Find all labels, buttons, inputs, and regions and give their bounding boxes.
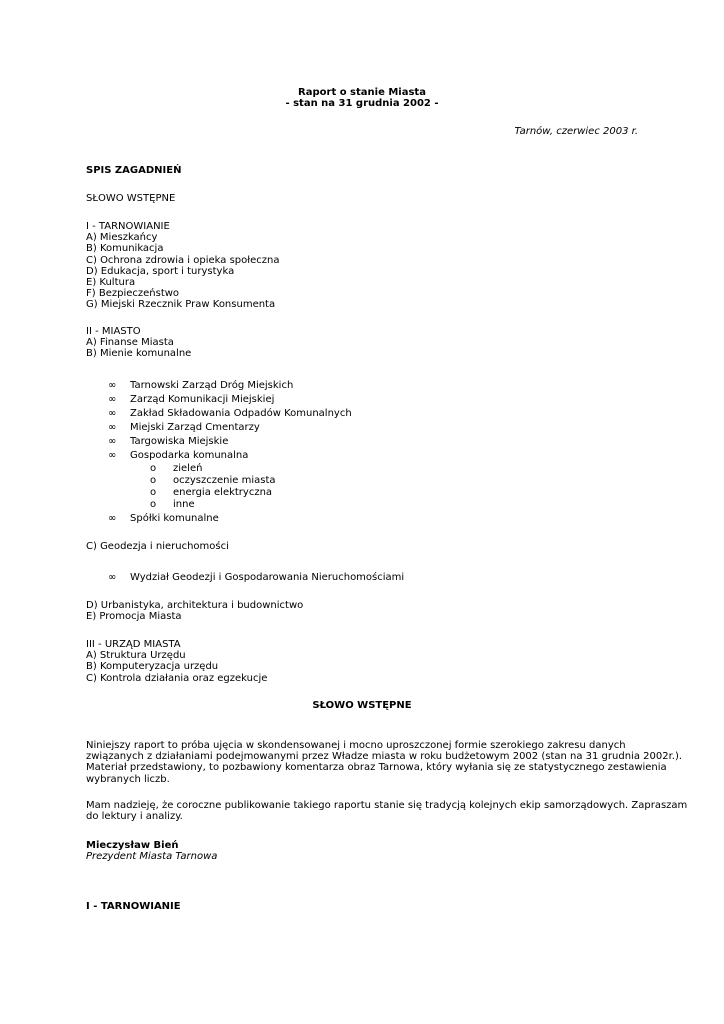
toc-item: B) Mienie komunalne <box>86 348 192 360</box>
toc-item: B) Komunikacja <box>86 243 164 255</box>
infinity-bullet-icon: ∞ <box>108 436 117 447</box>
toc-item: B) Komputeryzacja urzędu <box>86 661 219 673</box>
toc-part3-title: III - URZĄD MIASTA <box>86 639 181 650</box>
list-item: o oczyszczenie miasta <box>150 475 276 486</box>
list-item: ∞ Targowiska Miejskie <box>108 436 229 447</box>
toc-heading: SPIS ZAGADNIEŃ <box>86 165 182 176</box>
toc-part2-title: II - MIASTO <box>86 326 141 337</box>
signature-name: Mieczysław Bień <box>86 840 179 851</box>
toc-item: C) Geodezja i nieruchomości <box>86 541 229 552</box>
report-title: Raport o stanie Miasta <box>298 87 426 98</box>
toc-bullet-list-b <box>86 513 638 527</box>
infinity-bullet-icon: ∞ <box>108 380 117 391</box>
infinity-bullet-icon: ∞ <box>108 450 117 461</box>
list-item: o energia elektryczna <box>150 487 273 498</box>
list-item: o zieleń <box>150 463 203 474</box>
toc-item: A) Struktura Urzędu <box>86 650 186 662</box>
toc-part1-title: I - TARNOWIANIE <box>86 221 170 232</box>
infinity-bullet-icon: ∞ <box>108 513 117 524</box>
infinity-bullet-icon: ∞ <box>108 572 117 583</box>
toc-item: E) Kultura <box>86 277 136 289</box>
toc-item: D) Edukacja, sport i turystyka <box>86 265 235 277</box>
toc-bullet-list-a <box>86 380 638 464</box>
list-item: o inne <box>150 499 195 510</box>
toc-sub-list <box>86 463 638 511</box>
toc-item: F) Bezpieczeństwo <box>86 288 180 300</box>
circle-bullet-icon: o <box>150 487 157 498</box>
list-item: ∞ Wydział Geodezji i Gospodarowania Nieruchomościami <box>108 572 405 583</box>
circle-bullet-icon: o <box>150 463 157 474</box>
toc-item: D) Urbanistyka, architektura i budownictwo <box>86 600 304 611</box>
list-item: ∞ Zarząd Komunikacji Miejskiej <box>108 394 275 405</box>
list-item: ∞ Tarnowski Zarząd Dróg Miejskich <box>108 380 294 391</box>
circle-bullet-icon: o <box>150 475 157 486</box>
toc-intro: SŁOWO WSTĘPNE <box>86 193 176 204</box>
foreword-paragraph-2: Mam nadzieję, że coroczne publikowanie takiego raportu stanie się tradycją kolejnych ekip samorządowych. Zapraszam do lektury i analizy. <box>86 800 688 823</box>
infinity-bullet-icon: ∞ <box>108 394 117 405</box>
list-item: ∞ Gospodarka komunalna <box>108 450 249 461</box>
toc-part2 <box>86 326 191 360</box>
foreword-heading: SŁOWO WSTĘPNE <box>312 700 412 711</box>
toc-bullet-list-c <box>86 572 638 586</box>
toc-item: E) Promocja Miasta <box>86 611 182 623</box>
infinity-bullet-icon: ∞ <box>108 408 117 419</box>
toc-part1 <box>86 221 279 311</box>
toc-items-de <box>86 600 303 622</box>
list-item: ∞ Miejski Zarząd Cmentarzy <box>108 422 260 433</box>
toc-item: C) Kontrola działania oraz egzekucje <box>86 672 268 684</box>
toc-item: G) Miejski Rzecznik Praw Konsumenta <box>86 299 276 311</box>
section-heading: I - TARNOWIANIE <box>86 901 181 912</box>
signature-role: Prezydent Miasta Tarnowa <box>86 851 218 862</box>
report-subtitle: - stan na 31 grudnia 2002 - <box>285 98 439 109</box>
circle-bullet-icon: o <box>150 499 157 510</box>
list-item: ∞ Zakład Składowania Odpadów Komunalnych <box>108 408 352 419</box>
toc-item: A) Finanse Miasta <box>86 337 174 349</box>
toc-part3 <box>86 639 267 684</box>
place-date: Tarnów, czerwiec 2003 r. <box>514 126 638 137</box>
list-item: ∞ Spółki komunalne <box>108 513 219 524</box>
toc-item: C) Ochrona zdrowia i opieka społeczna <box>86 254 280 266</box>
toc-item: A) Mieszkańcy <box>86 232 158 244</box>
foreword-paragraph-1: Niniejszy raport to próba ujęcia w skondensowanej i mocno uproszczonej formie szerokiego zakresu danych związanych z działaniami podejmowanymi przez Władze miasta w roku budżetowym 2002 (stan na 31 grudnia 2002r.). Materiał przedstawiony, to pozbawiony komentarza obraz Tarnowa, który wyłania się ze statystycznego zestawienia wybranych liczb. <box>86 740 683 785</box>
infinity-bullet-icon: ∞ <box>108 422 117 433</box>
